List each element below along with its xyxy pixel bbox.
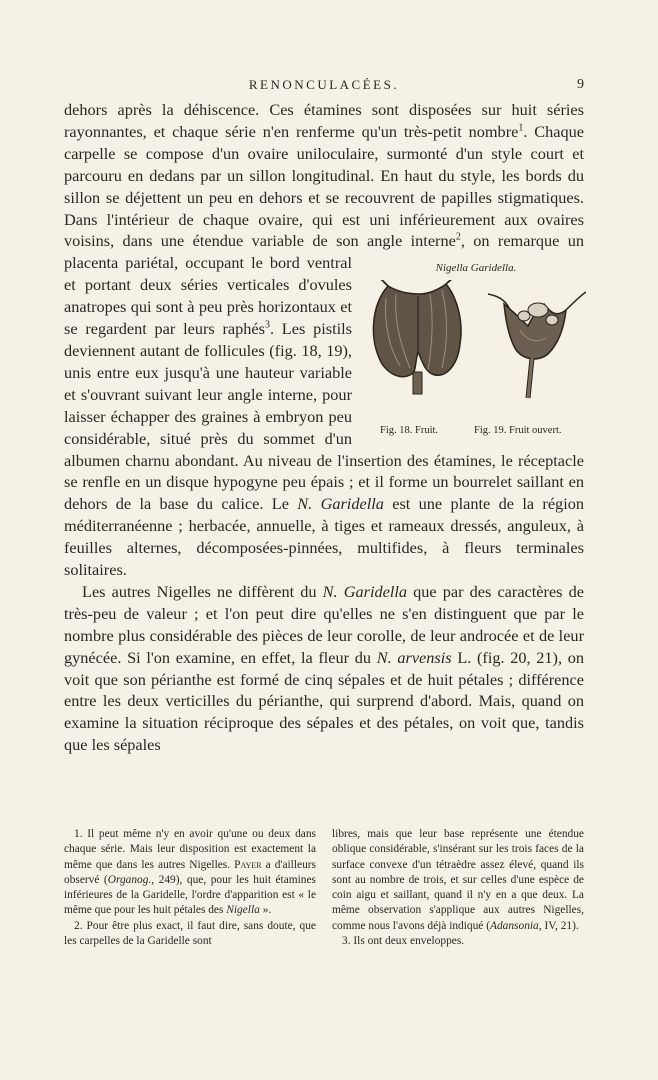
page-number: 9 [577,77,584,92]
figure-title: Nigella Garidella. [435,262,517,275]
footnote-1 [64,827,316,919]
text-run: dehors après la déhiscence. Ces étamines sont disposées sur huit séries rayonnantes, et chaque série n'en renferme qu'un très-petit nombre [64,100,584,141]
text-run: , on remarque un placenta pariétal, occupant le bord ventral et portant deux séries verticales d'ovules anatropes qui sont à peu près horizontaux et se regardent par leurs raphés [64,231,585,339]
running-title: RENONCULACÉES. [248,77,400,92]
text-run: , 249), que, pour les huit étamines inférieures de la Garidelle, l'ordre d'apparition est « le même que pour les huit pétales des [64,873,316,917]
fruit-illustration [366,280,586,410]
page-header [64,77,584,99]
paragraph-1 [64,99,584,581]
text-run: . Chaque carpelle se compose d'un ovaire uniloculaire, surmonté d'un style court et parcouru en dedans par un sillon longitudinal. En haut du style, les bords du sillon se déjettent un peu en dehors et se recouvrent de papilles stigmatiques. Dans l'intérieur de chaque ovaire, qui est uni inférieurement aux ovaires voisins, dans une étendue variable de son angle interne [64,121,585,251]
text-run: , IV, 21). [538,919,579,932]
text-run: . Les pistils deviennent autant de follicules (fig. 18, 19), unis entre eux jusqu'à une hauteur variable et s'ouvrant suivant leur angle interne, pour laisser échapper des graines à embryon peu considérable, situé près du sommet d'un albumen charnu abondant. Au niveau de l'insertion des étamines, le réceptacle se renfle en un disque hypogyne peu épais ; et il forme un bourrelet saillant en dehors de la base du calice. Le [64,319,584,514]
footnotes [64,827,584,949]
footnote-ref-1: 1 [518,122,524,134]
figure-18-caption: Fig. 18. Fruit. [380,425,439,437]
text-run: Les autres Nigelles ne diffèrent du [82,581,317,601]
work-title: Adansonia [490,919,539,932]
species-name: N. Garidella [322,581,408,601]
text-run: ». [262,904,272,917]
text-run: 1. Il peut même n'y en avoir qu'une ou deux dans chaque série. Mais leur disposition est exactement la même que dans les autres Nigelles. [64,828,316,871]
footnote-ref-2: 2 [455,232,461,244]
text-run: L. (fig. 20, 21), on voit que son périanthe est formé de cinq sépales et de huit pétales ; différence entre les deux verticilles du périanthe, qui surprend d'abord. Mais, quand on examine la situation réciproque des sépales et des pétales, on voit que, tandis que les sépales [64,647,585,755]
body-text [64,99,584,756]
footnote-2: 2. Pour être plus exact, il faut dire, sans doute, que les carpelles de la Garidelle sont [64,919,316,948]
author-name: Payer [234,858,262,871]
figure-19-caption: Fig. 19. Fruit ouvert. [474,425,562,437]
paragraph-2 [64,581,584,756]
genus-name: Nigella [226,904,260,917]
footnotes-right-column [332,827,584,949]
work-title: Organog. [107,873,152,886]
text-run: que par des caractères de très-peu de valeur ; et l'on peut dire qu'elles ne s'en distinguent que par le nombre plus considérable des pièces de leur corolle, de leur androcée et de leur gynécée. Si l'on examine, en effet, la fleur du [64,581,584,667]
figure-nigella-garidella [366,252,586,448]
species-name: N. Garidella [297,494,384,514]
text-run: a d'ailleurs observé ( [64,858,316,886]
footnote-ref-3: 3 [264,319,270,331]
fig-19-open-fruit-drawing [488,292,586,398]
fig-18-fruit-drawing [373,280,461,394]
footnote-3: 3. Ils ont deux enveloppes. [342,935,465,948]
species-name: N. arvensis [376,647,452,667]
footnotes-left-column [64,827,316,949]
text-run: est une plante de la région méditerranéenne ; herbacée, annuelle, à tiges et rameaux dressés, anguleux, à feuilles alternes, décomposées-pinnées, multifides, à fleurs terminales solitaires. [64,494,584,580]
text-run: libres, mais que leur base représente une étendue oblique considérable, s'insérant sur les trois faces de la surface convexe d'un tétraèdre assez élevé, quand ils sont au nombre de trois, et sur celles d'une espèce de coin aigu et saillant, quand il n'y en a que deux. La même observation s'applique aux autres Nigelles, comme nous l'avons déjà indiqué ( [332,828,584,932]
footnote-2-continued [332,827,584,934]
